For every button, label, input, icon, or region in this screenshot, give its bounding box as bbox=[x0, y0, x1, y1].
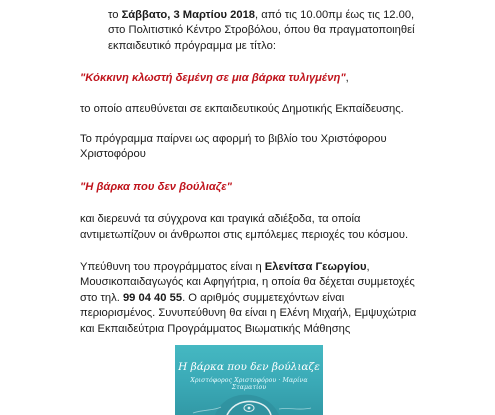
book-cover-illustration bbox=[175, 385, 323, 415]
responsible-name: Ελενίτσα Γεωργίου bbox=[264, 261, 367, 274]
program-title-line bbox=[80, 71, 480, 86]
book-intro-line-2: Χριστοφόρου bbox=[80, 148, 146, 161]
book-cover-authors: Χριστόφορος Χριστοφόρου · Μαρίνα Σταματίου bbox=[190, 377, 308, 391]
phone-suffix: . Ο αριθμός συμμετεχόντων είναι bbox=[182, 291, 345, 304]
responsible-line-2: Μουσικοπαιδαγωγός και Αφηγήτρια, η οποία θα δέχεται συμμετοχές bbox=[80, 276, 415, 289]
date-line bbox=[80, 8, 480, 23]
phone-prefix: στο τηλ. bbox=[80, 291, 123, 304]
venue-line: στο Πολιτιστικό Κέντρο Στροβόλου, όπου θα πραγματοποιηθεί bbox=[108, 24, 415, 37]
book-title-line bbox=[80, 180, 480, 195]
book-intro-line-1: Το πρόγραμμα παίρνει ως αφορμή το βιβλίο του Χριστόφορου bbox=[80, 133, 387, 146]
responsible-line-4: περιορισμένος. Συνυπεύθυνη θα είναι η Ελένη Μιχαήλ, Εμψυχώτρια bbox=[80, 307, 417, 320]
responsible-suffix: , bbox=[366, 261, 370, 274]
program-title-suffix: , bbox=[345, 72, 349, 85]
explore-line-2: αντιμετωπίζουν οι άνθρωποι στις εμπόλεμες περιοχές του κόσμου. bbox=[80, 228, 409, 241]
book-cover-image bbox=[175, 345, 323, 415]
date-prefix: το bbox=[108, 9, 122, 21]
event-date: Σάββατο, 3 Μαρτίου 2018 bbox=[121, 9, 256, 21]
program-intro-line: εκπαιδευτικό πρόγραμμα με τίτλο: bbox=[108, 39, 276, 52]
responsible-line-3 bbox=[80, 291, 480, 306]
audience-line: το οποίο απευθύνεται σε εκπαιδευτικούς Δημοτικής Εκπαίδευσης. bbox=[80, 102, 404, 115]
explore-line-1: και διερευνά τα σύγχρονα και τραγικά αδιέξοδα, τα οποία bbox=[80, 213, 361, 226]
program-title: "Κόκκινη κλωστή δεμένη σε μια βάρκα τυλιγμένη" bbox=[80, 72, 346, 85]
book-title: "Η βάρκα που δεν βούλιαζε" bbox=[80, 180, 232, 193]
responsible-line-5: και Εκπαιδεύτρια Προγράμματος Βιωματικής Μάθησης bbox=[80, 322, 351, 335]
book-cover-title: Η βάρκα που δεν βούλιαζε bbox=[178, 361, 320, 373]
responsible-line-1 bbox=[80, 260, 480, 275]
event-time: , από τις 10.00πμ έως τις 12.00, bbox=[255, 9, 415, 21]
responsible-prefix: Υπεύθυνη του προγράμματος είναι η bbox=[80, 261, 265, 274]
invitation-text bbox=[80, 8, 480, 337]
phone-number: 99 04 40 55 bbox=[122, 291, 183, 304]
